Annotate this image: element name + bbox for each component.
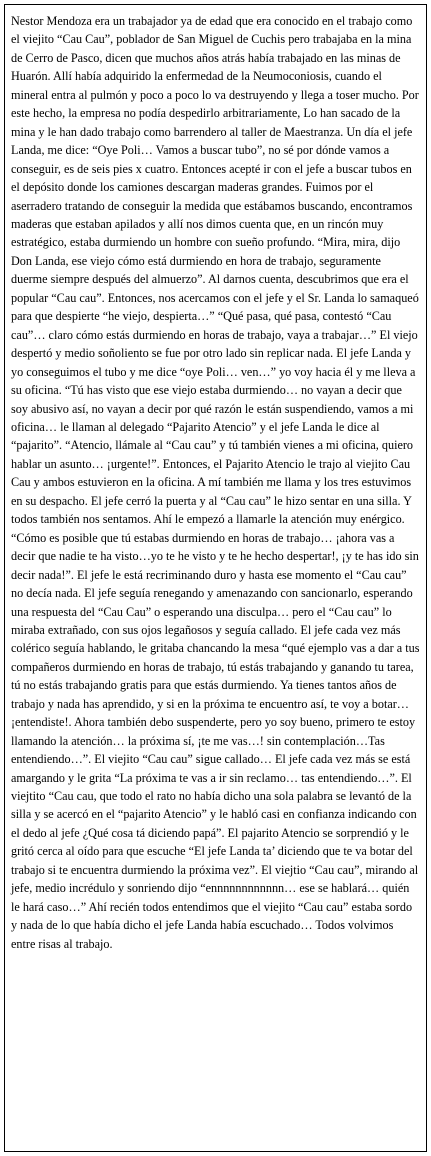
text-box [4,4,427,1152]
story-paragraph: Nestor Mendoza era un trabajador ya de edad que era conocido en el trabajo como el viejito “Cau Cau”, poblador de San Miguel de Cuchis pero trabajaba en la mina de Cerro de Pasco, dicen que muchos años atrás había trabajado en las minas de Huarón. Allí había adquirido la enfermedad de la Neumoconiosis, cuando el mineral entra al pulmón y poco a poco lo va destruyendo y llega a toser mucho. Por este hecho, la empresa no podía despedirlo arbitrariamente, Lo han sacado de la mina y le han dado trabajo como barrendero al taller de Maestranza. Un día el jefe Landa, me dice: “Oye Poli… Vamos a buscar tubo”, no sé por dónde vamos a conseguir, es de seis pies x cuatro. Entonces acepté ir con el jefe a buscar tubos en el depósito donde los camiones descargan maderas grandes. Fuimos por el aserradero tratando de conseguir la medida que estábamos buscando, encontramos maderas que estaban apilados y allí nos dimos cuenta que, en un rincón muy estratégico, estaba durmiendo un hombre con sueño profundo. “Mira, mira, dijo Don Landa, ese viejo cómo está durmiendo en hora de trabajo, seguramente duerme siempre después del almuerzo”. Al darnos cuenta, descubrimos que era el popular “Cau cau”. Entonces, nos acercamos con el jefe y el Sr. Landa lo samaqueó para que despierte “he viejo, despierta…” “Qué pasa, qué pasa, contestó “Cau cau”… claro cómo estás durmiendo en horas de trabajo, vaya a trabajar…” El viejo despertó y medio soñoliento se fue por otro lado sin replicar nada. El jefe Landa y yo conseguimos el tubo y me dice “oye Poli… ven…” yo voy hacia él y me lleva a su oficina. “Tú has visto que ese viejo estaba durmiendo… no vayan a decir que soy abusivo así, no vayan a decir por qué razón le están suspendiendo, vamos a mi oficina… le llaman al delegado “Pajarito Atencio” y el jefe Landa le dice al “pajarito”. “Atencio, llámale al “Cau cau” y tú también vienes a mi oficina, quiero hablar un asunto… ¡urgente!”. Entonces, el Pajarito Atencio le trajo al viejito Cau Cau y ambos estuvieron en la oficina. A mí también me llama y los tres estuvimos en su despacho. El jefe cerró la puerta y al “Cau cau” le hizo sentar en una silla. Y todos también nos sentamos. Ahí le empezó a llamarle la atención muy enérgico. “Cómo es posible que tú estabas durmiendo en horas de trabajo… ¡ahora vas a decir que nadie te ha visto…yo te he visto y te he hecho despertar!, ¡y te has ido sin decir nada!”. El jefe le está recriminando duro y hasta ese momento el “Cau cau” no decía nada. El jefe seguía renegando y amenazando con sancionarlo, esperando una respuesta del “Cau Cau” o esperando una disculpa… pero el “Cau cau” lo miraba extrañado, con sus ojos legañosos y seguía callado. El jefe cada vez más colérico seguía hablando, le gritaba chancando la mesa “qué ejemplo vas a dar a tus compañeros durmiendo en horas de trabajo, tú estás trabajando y ganando tu tarea, tú no estás trabajando gratis para que estás durmiendo. Ya tienes tantos años de trabajo y nada has aprendido, y si en la próxima te encuentro así, te voy a botar…¡entendiste!. Ahora también debo suspenderte, pero yo soy bueno, primero te estoy llamando la atención… la próxima sí, ¡te me vas…! sin contemplación…Tas entendiendo…”. El viejito “Cau cau” sigue callado… El jefe cada vez más se está amargando y le grita “La próxima te vas a ir sin reclamo… tas entendiendo…”. El viejtito “Cau cau, que todo el rato no había dicho una sola palabra se levantó de la silla y se acercó en el “pajarito Atencio” y le habló casi en confianza indicando con el dedo al jefe ¿Qué cosa tá diciendo papá”. El pajarito Atencio se sorprendió y le gritó cerca al oído para que escuche “El jefe Landa ta’ diciendo que te va botar del trabajo si te encuentra durmiendo la próxima vez”. El viejtio “Cau cau”, mirando al jefe, medio incrédulo y sonriendo dijo “ennnnnnnnnnnn… ese se hablará… quién le hará caso…” Ahí recién todos entendimos que el viejito “Cau cau” estaba sordo y nada de lo que había dicho el jefe Landa había escuchado… Todos volvimos entre risas al trabajo. [11,14,420,951]
